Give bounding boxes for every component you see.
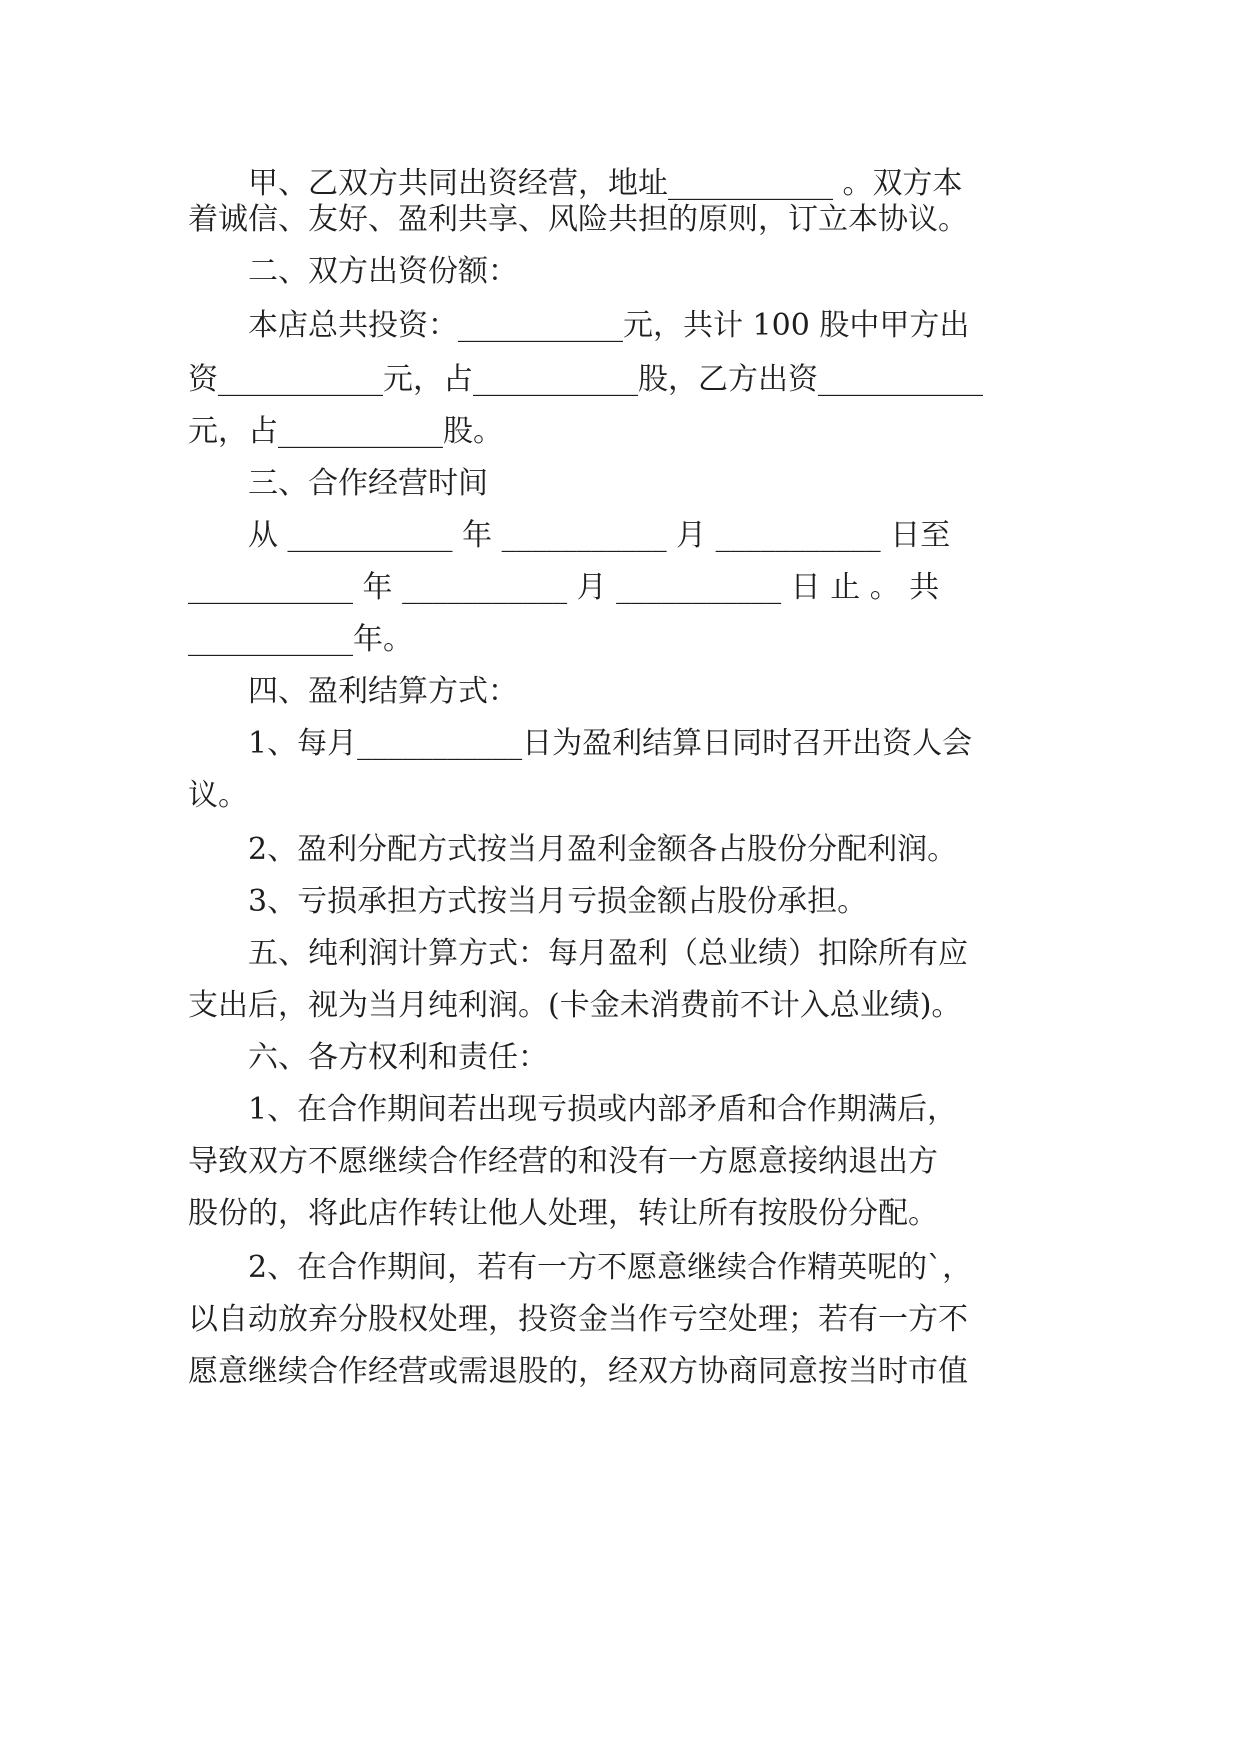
text-line: 2、盈利分配方式按当月盈利金额各占股份分配利润。 [188, 832, 958, 867]
text-line: ___________ 年 ___________ 月 ___________ 日 止 。 共 [188, 570, 940, 605]
section-heading: 六、各方权利和责任： [188, 1040, 548, 1075]
text-line: 2、在合作期间，若有一方不愿意继续合作精英呢的`， [188, 1250, 973, 1285]
text-line: 议。 [188, 778, 248, 813]
section-heading: 五、纯利润计算方式：每月盈利（总业绩）扣除所有应 [188, 936, 968, 971]
text-line: 愿意继续合作经营或需退股的，经双方协商同意按当时市值 [188, 1354, 968, 1389]
section-heading: 四、盈利结算方式： [188, 674, 518, 709]
text-line: 1、每月___________日为盈利结算日同时召开出资人会 [188, 726, 973, 761]
text-line: 资___________元，占___________股，乙方出资___________ [188, 362, 983, 397]
text-line: 从 ___________ 年 ___________ 月 ___________ 日至 [188, 518, 951, 553]
text-line: 支出后，视为当月纯利润。(卡金未消费前不计入总业绩)。 [188, 988, 962, 1023]
section-heading: 三、合作经营时间 [188, 466, 488, 501]
text-line: ___________年。 [188, 622, 413, 657]
section-heading: 二、双方出资份额： [188, 254, 518, 289]
text-line: 本店总共投资：___________元，共计 100 股中甲方出 [188, 308, 970, 343]
text-line: 以自动放弃分股权处理，投资金当作亏空处理；若有一方不 [188, 1302, 968, 1337]
text-line: 1、在合作期间若出现亏损或内部矛盾和合作期满后， [188, 1092, 958, 1127]
text-line: 股份的，将此店作转让他人处理，转让所有按股份分配。 [188, 1196, 938, 1231]
text-line: 元，占___________股。 [188, 414, 503, 449]
text-line: 甲、乙双方共同出资经营，地址___________ 。双方本 [188, 166, 963, 201]
text-line: 3、亏损承担方式按当月亏损金额占股份承担。 [188, 884, 868, 919]
text-line: 导致双方不愿继续合作经营的和没有一方愿意接纳退出方 [188, 1144, 938, 1179]
text-line: 着诚信、友好、盈利共享、风险共担的原则，订立本协议。 [188, 202, 968, 237]
